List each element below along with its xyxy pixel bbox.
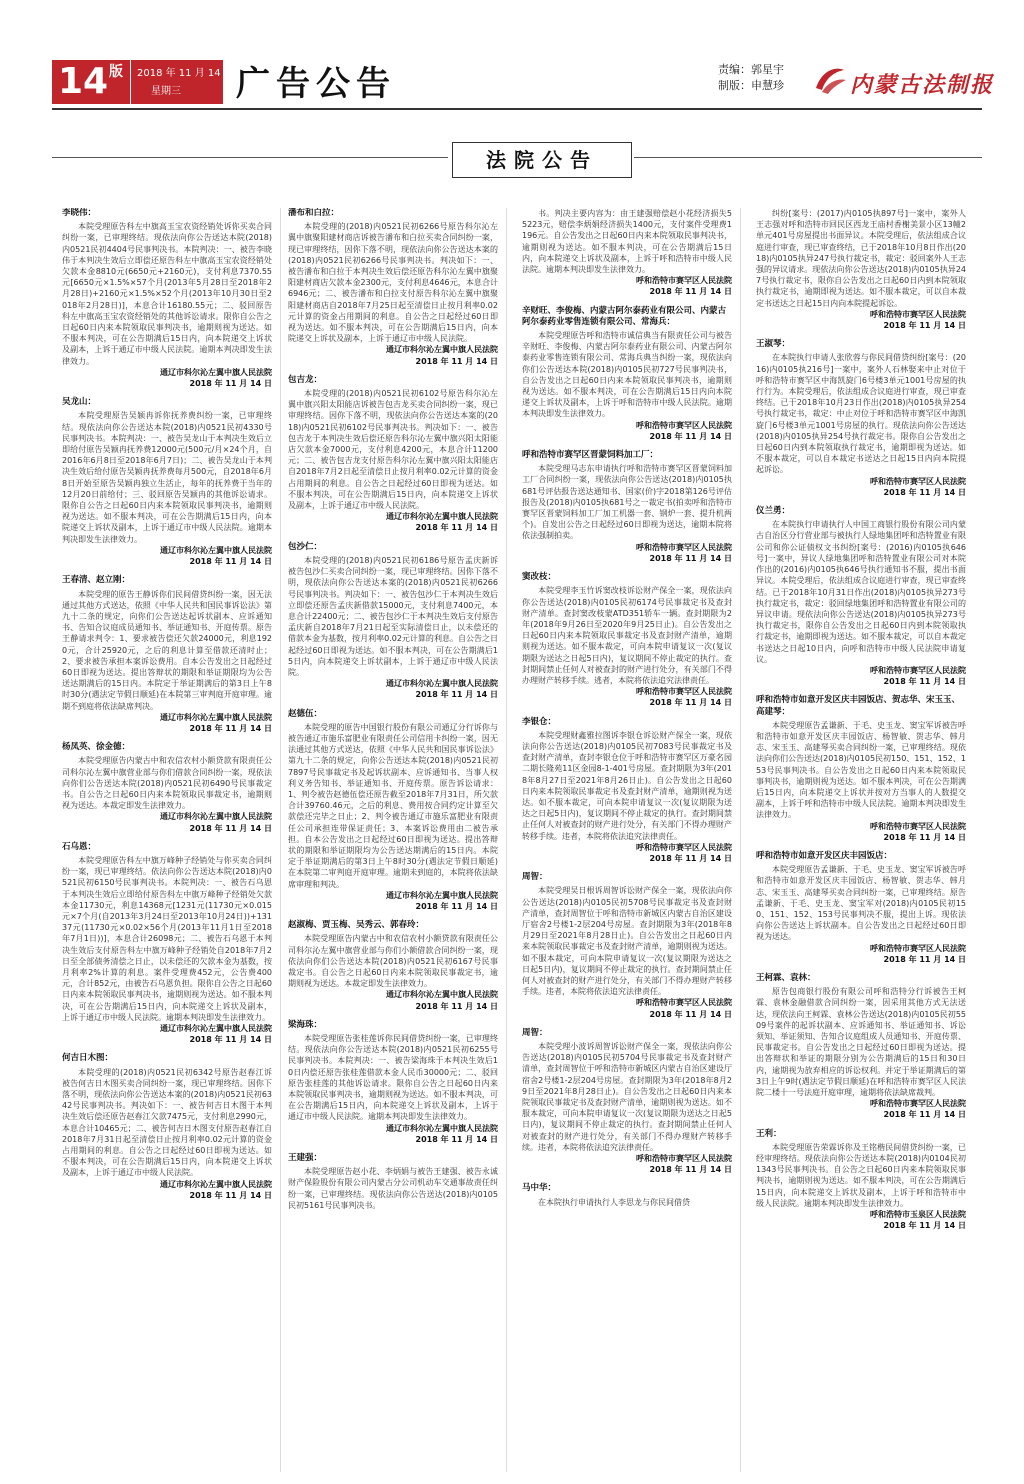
notice-date: 2018 年 11 月 14 日 bbox=[415, 523, 498, 533]
notice-court: 呼和浩特市赛罕区人民法院 bbox=[636, 542, 732, 552]
court-notice bbox=[756, 208, 966, 331]
notice-addressee: 仪兰勇： bbox=[756, 506, 791, 517]
notice-addressee: 王利： bbox=[756, 1128, 782, 1139]
notice-addressee: 赵德伍： bbox=[288, 708, 323, 719]
notice-body: 本院受理的原告中国银行股份有限公司通辽分行诉你与被告通辽市施乐富肥业有限责任公司信用卡纠纷一案，因无法通过其他方式送达，依照《中华人民共和国民事诉讼法》第九十二条的规定，向你公告送达本院(2018)内0521民初7897号民事裁定书及起诉状副本、应诉通知书、当事人权利义务告知书、举证通知书、开庭传票。原告诉讼请求：1、判令被告赵德伍偿还原告截至2018年7月31日，所欠款合计39760.46元，之后的利息、费用按合同约定计算至欠款偿还完毕之日止；2、判令被告通辽市施乐富肥业有限责任公司承担连带保证责任；3、本案诉讼费用由二被告承担。自本公告发出之日起经过60日即视为送达。提出答辩状的期限和举证期限均为公告送达期满后的15日内。本院定于举证期满后的第3日上午8时30分(遇法定节假日顺延)在本院第二审判庭开庭审理。逾期未到庭的，本院将依法缺席审理和判决。 bbox=[288, 722, 498, 889]
notice-body: 本院受理原告科左中旗万峰种子经销处与你买卖合同纠纷一案，现已审理终结。依法向你公告送达本院(2018)内0521民初6150号民事判决书。本院判决：一、被告石乌恩于本判决生效后立即给付原告科左中旗万峰种子经销处欠款本金11730元，利息14368元[1231元(11730元×0.015元×7个月(自2013年3月24日至2013年10月24日))+13137元(11730元×0.02×56个月(2013年11月1日至2018年7月1日))]，本息合计26098元；二、被告石乌恩于本判决生效后支付原告科左中旗万峰种子经销处自2018年7月2日至全部债务清偿之日止，以未偿还的欠款本金为基数，按月利率2%计算的利息。案件受理费452元，公告费400元，合计852元，由被告石乌恩负担。限你自公告之日起60日内来本院领取民事判决书，逾期则视为送达。如不服本判决，可在公告期满后15日内，向本院递交上诉状及副本，上诉于通辽市中级人民法院。逾期本判决即发生法律效力。 bbox=[62, 855, 272, 1022]
court-notice bbox=[288, 1020, 498, 1145]
court-notice bbox=[756, 506, 966, 687]
notice-body: 本院受理原告吴颖冉诉你抚养费纠纷一案，已审理终结。现依法向你公告送达本院(2018)内0521民初4330号民事判决书。本院判决：一、被告吴龙山于本判决生效后立即给付原告吴颖冉抚养费12000元(500元/月×24个月，自2016年6月8日至2018年6月7日)；二、被告吴龙山于本判决生效后给付原告吴颖冉抚养费每月500元，自2018年6月8日开始至原告吴颖冉独立生活止，每年的抚养费于当年的12月20日前给付；三、驳回原告吴颖冉的其他诉讼请求。限你自公告之日起60日内来本院领取民事判决书，逾期则视为送达。如不服本判决，可在公告期满后15日内，向本院递交上诉状及副本，上诉于通辽市中级人民法院。逾期本判决即发生法律效力。 bbox=[62, 411, 272, 544]
notice-body: 原告包商银行股份有限公司呼和浩特分行诉被告王柯霖、袁林金融借款合同纠纷一案，因采用其他方式无法送达，现依法向王柯霖、袁林公告送达(2018)内0105民初5509号案件的起诉状副本、应诉通知书、举证通知书、诉讼须知、举证须知、告知合议庭组成人员通知书、开庭传票、民事裁定书。自公告发出之日起经过60日即视为送达。提出答辩状和举证的期限分别为公告期满后的15日和30日内，逾期视为放弃相应的诉讼权利。并定于举证期满后的第3日上午9时(遇法定节假日顺延)在呼和浩特市赛罕区人民法院二楼十一号法庭开庭审理，逾期将依法缺席裁判。 bbox=[756, 987, 966, 1098]
court-notice bbox=[288, 709, 498, 913]
issue-weekday: 星期三 bbox=[151, 86, 181, 97]
notice-court: 呼和浩特市赛罕区人民法院 bbox=[870, 665, 966, 675]
court-notice bbox=[62, 1053, 272, 1201]
notice-body: 在本院执行申请人张欣蓉与你民间借贷纠纷[案号：(2016)内0105执216号]一案中，案外人石林娶来中止对位于呼和浩特市赛罕区中海凯旋门6号楼3单元1001号房屋的执行行为。本院受理后，依法组成合议庭进行审查，现已审查终结。已于2018年10月23日作出(2018)内0105执异254号执行裁定书，裁定：中止对位于呼和浩特市赛罕区中海凯旋门6号楼3单元1001号房屋的执行。现依法向你公告送达(2018)内0105执异254号执行裁定书。限你自公告发出之日起60日内到本院领取执行裁定书，逾期即视为送达。如不服本裁定，可以自本裁定书送达之日起15日内向本院提起诉讼。 bbox=[756, 353, 966, 475]
court-notice bbox=[522, 450, 732, 564]
notice-date: 2018 年 11 月 14 日 bbox=[189, 557, 272, 567]
column-4 bbox=[756, 208, 966, 1472]
notice-date: 2018 年 11 月 14 日 bbox=[415, 356, 498, 366]
notice-date: 2018 年 11 月 14 日 bbox=[649, 1009, 732, 1019]
notice-court: 呼和浩特市玉泉区人民法院 bbox=[870, 1210, 966, 1220]
notice-body: 本院受理的原告王静诉你们民间借贷纠纷一案，因无法通过其他方式送达，依照《中华人民共和国民事诉讼法》第九十二条的规定，向你们公告送达起诉状副本、应诉通知书、告知合议庭成员通知书、举证通知书、开庭传票。原告王静请求判令：1、要求被告偿还欠款24000元，利息1920元，合计25920元，之后的利息计算至借款还清时止；2、要求被告承担本案诉讼费用。自本公告发出之日起经过60日即视为送达。提出答辩状的期限和举证期限均为公告送达期满后的15日内。本院定于举证期满后的第3日上午8时30分(遇法定节假日顺延)在本院第三审判庭开庭审理。逾期不到庭将依法缺席判决。 bbox=[62, 589, 272, 711]
notice-date: 2018 年 11 月 14 日 bbox=[415, 690, 498, 700]
notice-body: 在本院执行申请执行人李思龙与你民间借贷 bbox=[538, 1197, 690, 1207]
notice-date: 2018 年 11 月 14 日 bbox=[649, 431, 732, 441]
court-notice bbox=[62, 842, 272, 1046]
notice-date: 2018 年 11 月 14 日 bbox=[883, 832, 966, 842]
notice-court: 呼和浩特市赛罕区人民法院 bbox=[870, 1099, 966, 1109]
notice-addressee: 杨凤英、徐金德： bbox=[62, 742, 131, 753]
notice-court: 呼和浩特市赛罕区人民法院 bbox=[636, 1154, 732, 1164]
notice-body: 本院受理原告张桂莲诉你民间借贷纠纷一案，已审理终结。现依法向你公告送达本院(2018)内0521民初6255号民事判决书。本院判决：一、被告梁海珠于本判决生效后10日内偿还原告张桂莲借款本金人民币30000元；二、驳回原告张桂莲的其他诉讼请求。限你自公告之日起60日内来本院领取民事判决书，逾期则视为送达。如不服本判决，可在公告期满后15日内，向本院递交上诉状及副本，上诉于通辽市中级人民法院。逾期本判决即发生法律效力。 bbox=[288, 1034, 498, 1122]
notice-addressee: 石乌恩： bbox=[62, 841, 97, 852]
notice-date: 2018 年 11 月 14 日 bbox=[883, 677, 966, 687]
notice-body: 本院受理原告科左中旗高玉宝农资经销处诉你买卖合同纠纷一案，已审理终结。现依法向你公告送达本院(2018)内0521民初4404号民事判决书。本院判决：一、被告李晓伟于本判决生效后立即偿还原告科左中旗高玉宝农资经销处欠款本金8810元(6650元+2160元)，支付利息7370.55元[6650元×1.5%×57个月(2013年5月28日至2018年2月28日)+2160元×1.5%×52个月(2013年10月30日至2018年2月28日)]，本息合计16180.55元；二、驳回原告科左中旗高玉宝农资经销处的其他诉讼请求。限你自公告之日起60日内来本院领取民事判决书，逾期则视为送达。如不服本判决，可在公告期满后15日内，向本院递交上诉状及副本，上诉于通辽市中级人民法院。逾期本判决即发生法律效力。 bbox=[62, 222, 272, 366]
notice-court: 呼和浩特市赛罕区人民法院 bbox=[636, 687, 732, 697]
notice-date: 2018 年 11 月 14 日 bbox=[649, 698, 732, 708]
notice-date: 2018 年 11 月 14 日 bbox=[883, 1221, 966, 1231]
notice-court: 通辽市科尔沁左翼中旗人民法院 bbox=[386, 512, 498, 522]
court-notice bbox=[522, 717, 732, 865]
notice-date: 2018 年 11 月 14 日 bbox=[189, 823, 272, 833]
notice-date: 2018 年 11 月 14 日 bbox=[189, 723, 272, 733]
notice-addressee: 周智： bbox=[522, 872, 548, 883]
court-notice bbox=[288, 375, 498, 534]
notice-date: 2018 年 11 月 14 日 bbox=[415, 1001, 498, 1011]
court-notice bbox=[288, 542, 498, 701]
column-3 bbox=[522, 208, 732, 1472]
court-notice bbox=[288, 208, 498, 367]
court-notice bbox=[522, 208, 732, 298]
column-2 bbox=[288, 208, 498, 1472]
notice-body: 本院受理原告呼和浩特市诚信典当有限责任公司与被告辛财旺、李俊梅、内蒙古阿尔泰药业有限公司、内蒙古阿尔泰药业零售连锁有限公司、常海兵典当纠纷一案，现依法向你们公告送达本院(2018)内0105民初727号民事判决书，自公告发出之日起60日内来本院领取民事判决书，逾期则视为送达。如不服本判决，可在公告期满后15日内向本院递交上诉状及副本，上诉于呼和浩特市中级人民法院。逾期本判决即发生法律效力。 bbox=[522, 331, 732, 419]
court-notice bbox=[522, 872, 732, 1020]
notice-body: 本院受理的(2018)内0521民初6102号原告科尔沁左翼中旗兴阳太阳能店诉被告包吉龙买卖合同纠纷一案，现已审理终结。因你下落不明，现依法向你公告送达本案的(2018)内0521民初6102号民事判决书。判决如下：一、被告包吉龙于本判决生效后偿还原告科尔沁左翼中旗兴阳太阳能店欠款本金7000元，支付利息4200元，本息合计11200元；二、被告包吉龙支付原告科尔沁左翼中旗兴阳太阳能店自2018年7月2日起至清偿日止按月利率0.02元计算的资金占用期间的利息。自公告之日起经过60日即视为送达。如不服本判决，可在公告期满后15日内，向本院递交上诉状及副本，上诉于通辽市中级人民法院。 bbox=[288, 389, 498, 511]
notice-date: 2018 年 11 月 14 日 bbox=[189, 1035, 272, 1045]
notice-date: 2018 年 11 月 14 日 bbox=[649, 553, 732, 563]
column-divider bbox=[506, 208, 507, 1472]
notice-addressee: 赵淑梅、贾玉梅、吴秀云、郭春玲： bbox=[288, 920, 425, 931]
notice-addressee: 李晓伟： bbox=[62, 208, 97, 218]
notice-addressee: 吴龙山： bbox=[62, 397, 97, 408]
court-notice bbox=[756, 973, 966, 1121]
page-number-box bbox=[52, 60, 130, 104]
notice-addressee: 马中华： bbox=[522, 1183, 557, 1194]
notice-body: 在本院执行申请执行人中国工商银行股份有限公司内蒙古自治区分行营业部与被执行人绿地集团呼和浩特置业有限公司和你公证债权文书纠纷[案号：(2016)内0105执646号]一案中，异议人绿地集团呼和浩特置业有限公司对本院作出的(2016)内0105执646号执行通知书不服，提出书面异议。本院受理后，依法组成合议庭进行审查，现已审查终结。已于2018年10月31日作出(2018)内0105执异273号执行裁定书，裁定：驳回绿地集团呼和浩特置业有限公司的异议申请。现依法向你公告送达(2018)内0105执异273号执行裁定书，限你自公告发出之日起60日内到本院领取执行裁定书，逾期即视为送达。如不服本裁定，可以自本裁定书送达之日起10日内，向呼和浩特市中级人民法院申请复议。 bbox=[756, 520, 966, 664]
court-notice bbox=[522, 1028, 732, 1176]
notice-addressee: 周智： bbox=[522, 1027, 548, 1038]
notice-date: 2018 年 11 月 14 日 bbox=[189, 379, 272, 389]
column-divider bbox=[740, 208, 741, 1472]
newspaper-logo bbox=[812, 62, 995, 98]
notice-date: 2018 年 11 月 14 日 bbox=[883, 1110, 966, 1120]
notice-addressee: 王春清、赵立刚： bbox=[62, 575, 131, 586]
notice-addressee: 潘布和白拉： bbox=[288, 208, 340, 218]
newspaper-name: 内蒙古法制报 bbox=[850, 72, 995, 98]
court-notice bbox=[756, 695, 966, 843]
section-title: 广告公告 bbox=[236, 64, 396, 104]
notice-body: 本院受理原告荣霖诉你及王铭楷民间借贷纠纷一案，已经审理终结。现依法向你公告送达本院(2018)内0104民初1343号民事判决书。自公告之日起60日内来本院领取民事判决书，逾期则视为送达。如不服本判决，可在公告期满后15日内，向本院递交上诉状及副本，上诉于呼和浩特市中级人民法院。逾期本判决即发生法律效力。 bbox=[756, 1142, 966, 1208]
notice-addressee: 辛财旺、李俊梅、内蒙古阿尔泰药业有限公司、内蒙古阿尔泰药业零售连锁有限公司、常海兵： bbox=[522, 305, 727, 327]
notice-body: 本院受理的(2018)内0521民初6186号原告孟庆新诉被告包沙仁买卖合同纠纷一案，现已审理终结。因你下落不明，现依法向你公告送达本案的(2018)内0521民初6266号民事判决书。判决如下：一、被告包沙仁于本判决生效后立即偿还原告孟庆新借款15000元，支付利息7400元，本息合计22400元；二、被告包沙仁于本判决生效后支付原告孟庆新自2018年7月21日起至实际清偿日止，以未偿还的借款本金为基数，按月利率0.02元计算的利息。自公告之日起经过60日即视为送达。如不服本判决，可在公告期满后15日内，向本院递交上诉状副本，上诉于通辽市中级人民法院。 bbox=[288, 555, 498, 677]
issue-date: 2018 年 11 月 14 日 bbox=[137, 68, 234, 79]
banner-rule-left bbox=[52, 157, 448, 158]
notice-body: 本院受理马志东申请执行呼和浩特市赛罕区晋蒙饲料加工厂合同纠纷一案，现依法向你公告送达(2018)内0105执681号评估报告送达通知书、国家(价)字2018第126号评估报告及(2018)内0105执681号之一裁定书(拍卖呼和浩特市赛罕区晋蒙饲料加工厂加工机器一套、钢炉一套、提升机两个)。自发出公告之日起经过60日即视为送达，逾期本院将依法强制拍卖。 bbox=[522, 464, 732, 541]
notice-addressee: 呼和浩特市如意开发区庆丰园饭店： bbox=[756, 850, 893, 861]
date-box bbox=[130, 60, 234, 104]
notice-court: 呼和浩特市赛罕区人民法院 bbox=[636, 842, 732, 852]
court-notice bbox=[756, 851, 966, 965]
notice-body: 本院受理原告孟谦新、于毛、史玉龙、窦宝军诉被告呼和浩特市如意开发区庆丰园饭店、杨智敏、贺志华、韩月志、宋玉玉、高建琴买卖合同纠纷一案，已审理终结。原告孟谦新、于毛、史玉龙、窦宝军对(2018)内0105民初150、151、152、153号民事判决不服，提出上诉。现依法向你公告送达上诉状副本。自公告发出之日起经过60日即视为送达。 bbox=[756, 865, 966, 942]
notice-addressee: 梁海珠： bbox=[288, 1019, 323, 1030]
notice-addressee: 呼和浩特市如意开发区庆丰园饭店、贺志华、宋玉玉、高建琴： bbox=[756, 695, 961, 717]
notice-addressee: 呼和浩特市赛罕区晋蒙饲料加工厂： bbox=[522, 450, 659, 461]
notice-addressee: 包沙仁： bbox=[288, 541, 323, 552]
notice-addressee: 王建强： bbox=[288, 1153, 323, 1164]
notice-body: 本院受理吴日根诉周智诉讼财产保全一案，现依法向你公告送达(2018)内0105民初5708号民事裁定书及查封财产清单，查封周智位于呼和浩特市新城区内蒙古自治区建设厅宿舍2号楼1-2层204号房屋。查封期限为3年(2018年8月29日至2021年8月28日止)。自公告发出之日起60日内来本院领取民事裁定书及查封财产清单，逾期则视为送达。如不服本裁定，可向本院申请复议一次(复议期限为送达之日起5日内)，复议期间不停止裁定的执行。查封期间禁止任何人对被查封的财产进行处分，有关部门不得办理财产转移手续。违者，本院将依法追究法律责任。 bbox=[522, 886, 732, 997]
notice-court: 呼和浩特市赛罕区人民法院 bbox=[870, 943, 966, 953]
notice-body: 纠纷[案号：(2017)内0105执897号]一案中，案外人王志强对呼和浩特市回民区西龙王庙村香榭美景小区13幢2单元401号房屋提出书面异议。本院受理后，依法组成合议庭进行审查，现已审查终结，已于2018年10月8日作出(2018)内0105执异247号执行裁定书，裁定：驳回案外人王志强的异议请求。现依法向你公告送达(2018)内0105执异247号执行裁定书，限你自公告发出之日起60日内到本院领取执行裁定书，逾期即视为送达。如不服本裁定，可以自本裁定书送达之日起15日内向本院提起诉讼。 bbox=[756, 209, 966, 308]
notice-court: 通辽市科尔沁左翼中旗人民法院 bbox=[160, 367, 272, 377]
swoosh-icon bbox=[812, 62, 848, 98]
court-notice bbox=[62, 397, 272, 567]
notice-court: 呼和浩特市赛罕区人民法院 bbox=[870, 821, 966, 831]
editor-credits bbox=[718, 62, 784, 94]
notice-date: 2018 年 11 月 14 日 bbox=[649, 853, 732, 863]
notice-court: 呼和浩特市赛罕区人民法院 bbox=[870, 476, 966, 486]
court-notice bbox=[522, 1183, 732, 1207]
notice-court: 通辽市科尔沁左翼中旗人民法院 bbox=[386, 890, 498, 900]
banner-frame bbox=[452, 142, 632, 178]
notice-date: 2018 年 11 月 14 日 bbox=[189, 1190, 272, 1200]
court-notice bbox=[756, 1129, 966, 1232]
notice-date: 2018 年 11 月 14 日 bbox=[883, 954, 966, 964]
notice-body: 本院受理原告孟谦新、于毛、史玉龙、窦宝军诉被告呼和浩特市如意开发区庆丰园饭店、杨智敏、贺志华、韩月志、宋玉玉、高建琴买卖合同纠纷一案，已审理终结。现依法向你们公告送达(2018)内0105民初150、151、152、153号民事判决书。自公告发出之日起60日内来本院领取民事判决书，逾期则视为送达。如不服本判决，可在公告期满后15日内，向本院递交上诉状并按对方当事人的人数提交副本，上诉于呼和浩特市中级人民法院。逾期本判决即发生法律效力。 bbox=[756, 720, 966, 820]
notice-date: 2018 年 11 月 14 日 bbox=[649, 287, 732, 297]
court-notice bbox=[288, 1153, 498, 1211]
notice-court: 呼和浩特市赛罕区人民法院 bbox=[636, 420, 732, 430]
notice-date: 2018 年 11 月 14 日 bbox=[883, 321, 966, 331]
header-rule bbox=[52, 108, 982, 110]
court-notice bbox=[62, 208, 272, 389]
notice-body: 本院受理原告内蒙古中和农信农村小额贷款有限责任公司科尔沁左翼中旗营业部与你们小额借款合同纠纷一案，现依法向你们公告送达本院(2018)内0521民初6167号民事裁定书。自公告之日起60日内来本院领取民事裁定书，逾期则视为送达。本裁定即发生法律效力。 bbox=[288, 934, 498, 989]
editor-line: 责编：郭星宇 bbox=[718, 63, 784, 76]
notice-body: 本院受理的(2018)内0521民初6342号原告赵春江诉被告何吉日木图买卖合同纠纷一案，现已审理终结。因你下落不明，现依法向你公告送达本案的(2018)内0521民初6342号民事判决书。判决如下：一、被告何吉日木图于本判决生效后偿还原告赵春江欠款7475元，支付利息2990元，本息合计10465元；二、被告何吉日木图支付原告赵春江自2018年7月31日起至清偿日止按月利率0.02元计算的资金占用期间的利息。自公告之日起经过60日即视为送达。如不服本判决，可在公告期满后15日内，向本院递交上诉状及副本，上诉于通辽市中级人民法院。 bbox=[62, 1067, 272, 1178]
notice-court: 呼和浩特市赛罕区人民法院 bbox=[636, 276, 732, 286]
page-suffix: 版 bbox=[109, 64, 123, 80]
page-number: 14 bbox=[58, 61, 109, 102]
notice-court: 通辽市科尔沁左翼中旗人民法院 bbox=[160, 545, 272, 555]
court-notice bbox=[288, 920, 498, 1012]
notice-court: 通辽市科尔沁左翼中旗人民法院 bbox=[160, 1024, 272, 1034]
layout-editor-line: 制版：申慧珍 bbox=[718, 79, 784, 92]
court-notice bbox=[756, 339, 966, 498]
notice-court: 通辽市科尔沁左翼中旗人民法院 bbox=[160, 812, 272, 822]
notice-body: 本院受理原告赵小花、李炳娟与被告王建强、被告永诚财产保险股份有限公司内蒙古分公司机动车交通事故责任纠纷一案，已审理终结。现依法向你公告送达(2018)内0105民初5161号民事判决书。 bbox=[288, 1167, 498, 1210]
notice-court: 通辽市科尔沁左翼中旗人民法院 bbox=[160, 712, 272, 722]
notice-addressee: 王柯霖、袁林： bbox=[756, 973, 816, 983]
court-notice bbox=[522, 572, 732, 708]
banner-rule-right bbox=[634, 157, 982, 158]
notice-court: 通辽市科尔沁左翼中旗人民法院 bbox=[386, 345, 498, 355]
notice-court: 通辽市科尔沁左翼中旗人民法院 bbox=[386, 1123, 498, 1133]
notice-body: 本院受理财鑫雅拉图诉李银仓诉讼财产保全一案，现依法向你公告送达(2018)内0105民初7083号民事裁定书及查封财产清单，查封李银仓位于呼和浩特市赛罕区万豪名园二期长隆苑11区金园8-1-401号房屋。查封期限为3年(2018年8月27日至2021年8月26日止)。自公告发出之日起60日内来本院领取民事裁定书及查封财产清单，逾期则视为送达。如不服本裁定，可向本院申请复议一次(复议期限为送达之日起5日内)，复议期间不停止裁定的执行。查封期间禁止任何人对被查封的财产进行处分，有关部门不得办理财产转移手续。违者，本院将依法追究法律责任。 bbox=[522, 730, 732, 841]
notice-body: 本院受理的(2018)内0521民初6266号原告科尔沁左翼中旗聚阳建材商店诉被告潘布和白拉买卖合同纠纷一案，现已审理终结，因你下落不明，现依法向你公告送达本案的(2018)内0521民初6266号民事判决书。判决如下：一、被告潘布和白拉于本判决生效后偿还原告科尔沁左翼中旗聚阳建材商店欠款本金2300元，支付利息4646元，本息合计6946元；二、被告潘布和白拉支付原告科尔沁左翼中旗聚阳建材商店自2018年7月25日起至清偿日止按月利率0.02元计算的资金占用期间的利息。自公告之日起经过60日即视为送达。如不服本判决，可在公告期满后15日内，向本院递交上诉状及副本，上诉于通辽市中级人民法院。 bbox=[288, 222, 498, 344]
court-notice bbox=[522, 306, 732, 442]
notice-addressee: 何吉日木图： bbox=[62, 1053, 114, 1064]
column-1 bbox=[62, 208, 272, 1472]
notice-date: 2018 年 11 月 14 日 bbox=[415, 1134, 498, 1144]
column-divider bbox=[280, 208, 281, 1472]
notice-body: 本院受理李玉竹诉窦改枝诉讼财产保全一案，现依法向你公告送达(2018)内0105民初6174号民事裁定书及查封财产清单。查封窦改枝蒙ATD351轿车一辆。查封期限为2年(2018年9月26日至2020年9月25日止)。自公告发出之日起60日内来本院领取民事裁定书及查封财产清单，逾期则视为送达。如不服本裁定，可向本院申请复议一次(复议期限为送达之日起5日内)，复议期间不停止裁定的执行。查封期间禁止任何人对被查封的财产进行处分，有关部门不得办理财产转移手续。逃者，本院将依法追究法律责任。 bbox=[522, 586, 732, 685]
notice-court: 呼和浩特市赛罕区人民法院 bbox=[870, 309, 966, 319]
notice-addressee: 王淑琴： bbox=[756, 339, 791, 350]
notice-body: 书。判决主要内容为：由王建强赔偿赵小花经济损失55223元，赔偿李炳娟经济损失1400元，支付案件受理费1196元。自公告发出之日起60日内来本院领取民事判决书，逾期则视为送达。如不服本判决，可在公告期满后15日内，向本院递交上诉状及副本，上诉于呼和浩特市中级人民法院。逾期本判决即发生法律效力。 bbox=[522, 209, 732, 275]
notice-date: 2018 年 11 月 14 日 bbox=[649, 1165, 732, 1175]
notice-court: 通辽市科尔沁左翼中旗人民法院 bbox=[386, 679, 498, 689]
court-notice bbox=[62, 742, 272, 834]
notice-addressee: 李银仓： bbox=[522, 716, 557, 727]
court-notice bbox=[62, 575, 272, 734]
notice-date: 2018 年 11 月 14 日 bbox=[415, 901, 498, 911]
masthead bbox=[52, 58, 995, 108]
notice-court: 通辽市科尔沁左翼中旗人民法院 bbox=[386, 990, 498, 1000]
notice-date: 2018 年 11 月 14 日 bbox=[883, 487, 966, 497]
section-banner bbox=[52, 138, 982, 178]
notice-body: 本院受理小波诉周智诉讼财产保全一案，现依法向你公告送达(2018)内0105民初5704号民事裁定书及查封财产清单，查封周智位于呼和浩特市新城区内蒙古自治区建设厅宿舍2号楼1-2层204号房屋。查封期限为3年(2018年8月29日至2021年8月28日止)。自公告发出之日起60日内来本院领取民事裁定书及查封财产清单，逾期则视为送达。如不服本裁定，可向本院申请复议一次(复议期限为送达之日起5日内)，复议期间不停止裁定的执行。查封期间禁止任何人对被查封的财产进行处分，有关部门不得办理财产转移手续。违者，本院将依法追究法律责任。 bbox=[522, 1042, 732, 1152]
notice-body: 本院受理原告内蒙古中和农信农村小额贷款有限责任公司科尔沁左翼中旗营业部与你们借款合同纠纷一案，现依法向你们公告送达本院(2018)内0521民初6490号民事裁定书。自公告之日起60日内来本院领取民事裁定书，逾期则视为送达。本裁定即发生法律效力。 bbox=[62, 756, 272, 811]
banner-title: 法院公告 bbox=[486, 148, 598, 172]
notice-court: 呼和浩特市赛罕区人民法院 bbox=[636, 998, 732, 1008]
notice-court: 通辽市科尔沁左翼中旗人民法院 bbox=[160, 1179, 272, 1189]
notice-addressee: 包吉龙： bbox=[288, 374, 323, 385]
notice-addressee: 窦改枝： bbox=[522, 572, 557, 583]
